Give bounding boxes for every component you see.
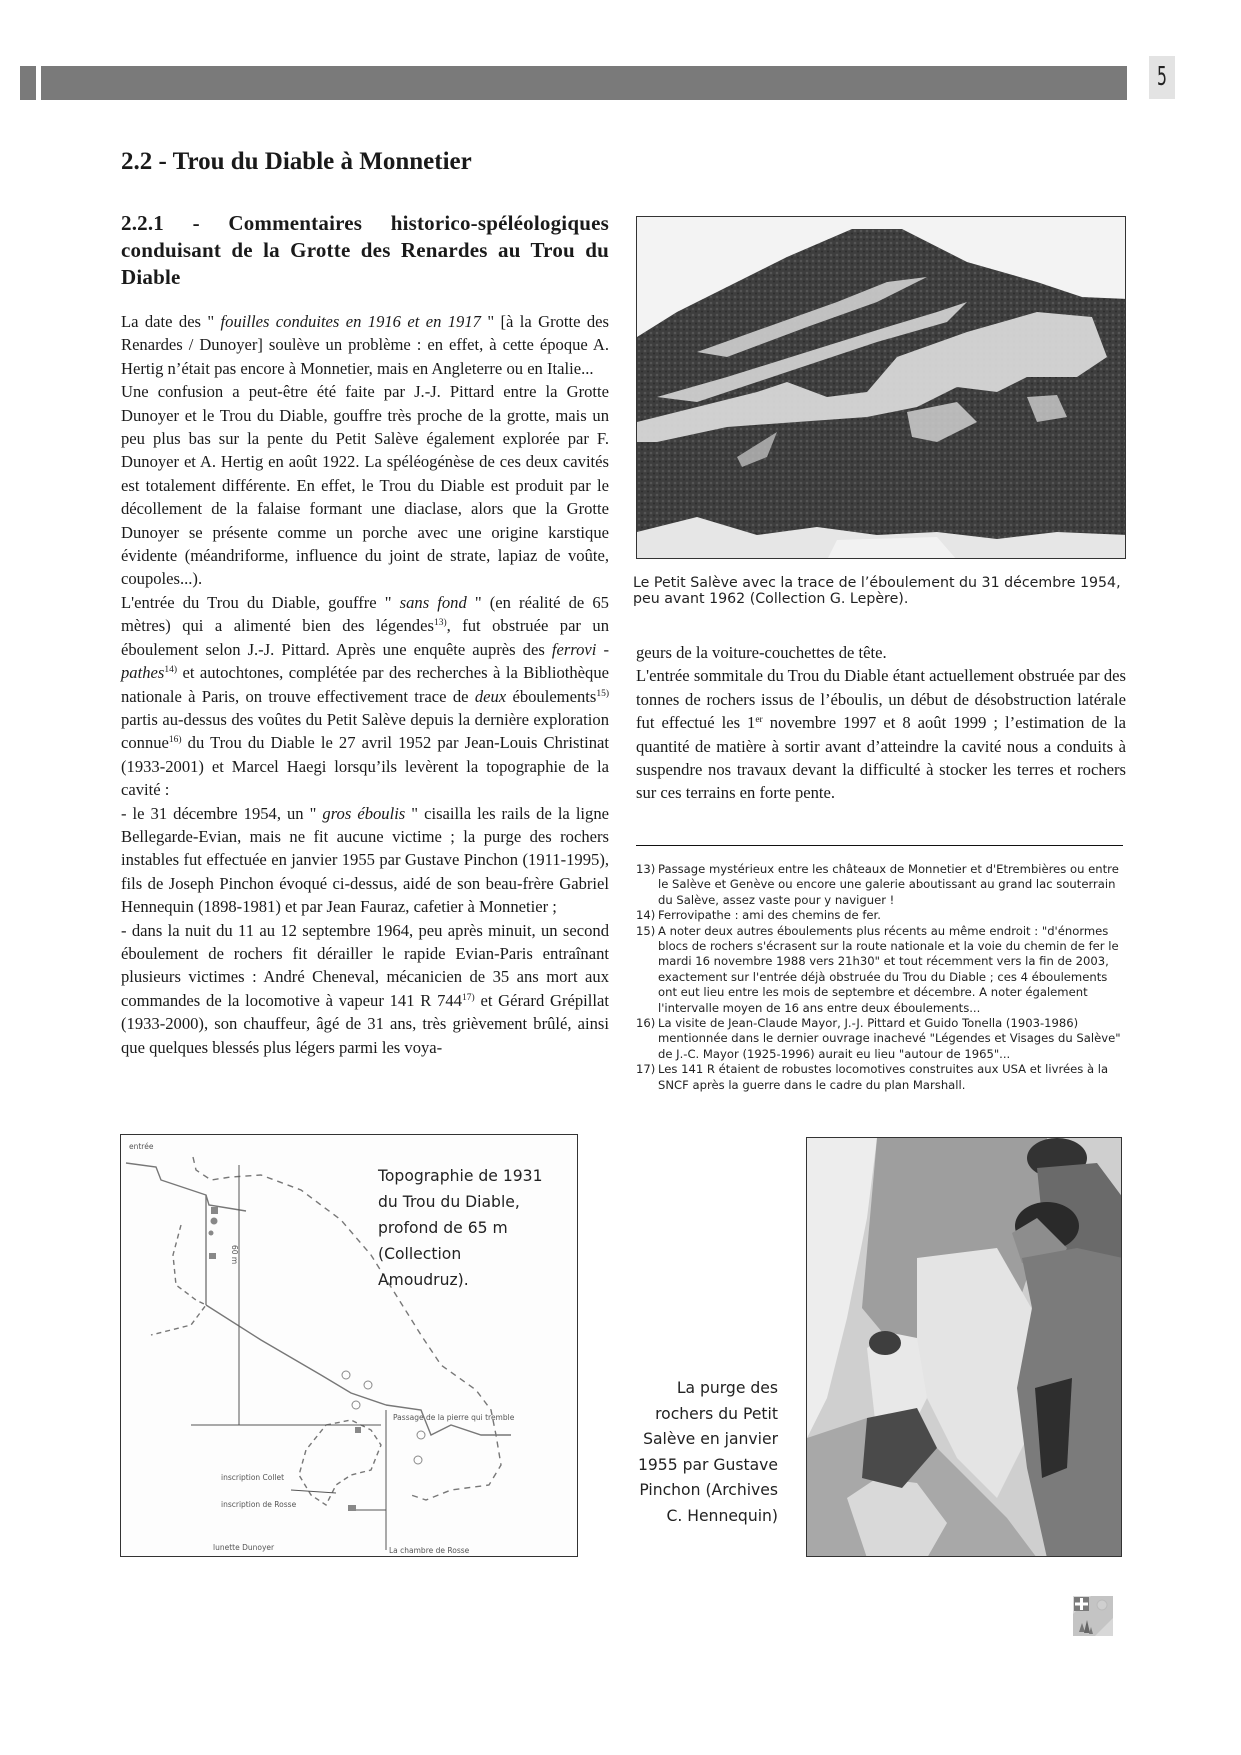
mountain-photo-caption: Le Petit Salève avec la trace de l’éboulement du 31 décembre 1954, peu avant 1962 (Collection G. Lepère). [633,575,1121,607]
paragraph: L'entrée sommitale du Trou du Diable étant actuellement obstruée par des tonnes de rochers issus de l’éboulis, un début de désobstruction latérale fut effectué les 1er novembre 1997 et 8 août 1999 ; l’estimation de la quantité de matière à sortir avant d’atteindre la cavité nous a conduits à suspendre nos travaux devant la difficulté à stocker les terres et rochers sur ces terrains en forte pente. [636,666,1126,803]
topo-label-inscription-rosse: inscription de Rosse [221,1500,297,1509]
footnote-14: 14) Ferrovipathe : ami des chemins de fer. [636,908,881,923]
footnote-16: 16) La visite de Jean-Claude Mayor, J.-J. Pittard et Guido Tonella (1903-1986) mentionnée dans le dernier ouvrage inachevé "Légendes et Visages du Salève" de J.-C. Mayor (1925-1996) aurait eu lieu "autour de 1965"... [636,1016,1121,1061]
paragraph: - dans la nuit du 11 au 12 septembre 1964, peu après minuit, un second éboulement de rochers fit dérailler le rapide Evian-Paris entraînant plusieurs victimes : André Cheneval, mécanicien de 35 ans mort aux commandes de la locomotive à vapeur 141 R 744$^{17)}$ et Gérard Grépillat (1933-2000), son chauffeur, âgé de 31 ans, très grièvement brûlé, ainsi que quelques blessés plus légers parmi les voya- [121,920,609,1057]
footnote-15: 15) A noter deux autres éboulements plus récents au même endroit : "d'énormes blocs de rochers s'écrasent sur la route nationale et la voie du chemin de fer le mardi 16 novembre 1988 vers 21h30" et tout récemment vers la fin de 2003, exactement sur l'entrée déjà obstruée du Trou du Diable ; ces 4 éboulements ont eut lieu entre les mois de septembre et décembre. A noter également l'intervalle moyen de 16 ans entre deux éboulements... [636,923,1119,1015]
paragraph: - le 31 décembre 1954, un " gros éboulis " cisailla les rails de la ligne Bellegarde-Evian, mais ne fit aucune victime ; la purge des rochers instables fut effectuée en janvier 1955 par Gustave Pinchon (1911-1995), fils de Joseph Pinchon évoqué ci-dessus, aidé de son beau-frère Gabriel Hennequin (1898-1981) et par Jean Fauraz, cafetier à Monnetier ; [121,803,609,917]
mountain-image-icon [637,217,1126,559]
topo-label-entree: entrée [129,1142,154,1151]
footnote-ref-14[interactable]: 14) [164,665,177,676]
topo-label-inscription-collet: inscription Collet [221,1473,285,1482]
page-number-box [1149,56,1175,99]
section-title: 2.2 - Trou du Diable à Monnetier [121,148,472,175]
paragraph: Une confusion a peut-être été faite par J.-J. Pittard entre la Grotte Dunoyer et le Trou du Diable, gouffre très proche de la grotte, mais un peu plus bas sur la pente du Petit Salève également explorée par F. Dunoyer et A. Hertig en août 1922. La spéléogénèse de ces deux cavités est totalement différente. En effet, le Trou du Diable est produit par le décollement de la falaise formant une diaclase, alors que la Grotte Dunoyer se présente comme un porche avec une origine karstique évidente (méandriforme, influence du joint de strate, lapiaz de voûte, coupoles...). [121,382,609,589]
footnote-ref-13[interactable]: 13) [433,618,447,629]
savoie-crest-icon [1073,1596,1113,1639]
mountain-photo [636,216,1126,559]
header-bar [41,66,1127,100]
footnote-ref-15[interactable]: 15) [596,688,609,699]
topo-label-depth: 60 m [230,1245,239,1265]
footnote-divider [636,845,1123,846]
topography-caption: Topographie de 1931 du Trou du Diable, profond de 65 m (Collection Amoudruz). [378,1167,543,1289]
page-number: 5 [1157,62,1167,92]
footnote-ref-16[interactable]: 16) [168,735,182,746]
topo-label-passage: Passage de la pierre qui tremble [393,1413,515,1422]
paragraph: La date des " fouilles conduites en 1916 et en 1917 " [à la Grotte des Renardes / Dunoyer] soulève un problème : en effet, à cette époque A. Hertig n’était pas encore à Monnetier, mais en Angleterre ou en Italie... [121,312,609,378]
header-bar-left [20,66,36,100]
purge-photo [806,1137,1122,1557]
footnote-17: 17) Les 141 R étaient de robustes locomotives construites aux USA et livrées à la SNCF après la guerre dans le cadre du plan Marshall. [636,1062,1109,1092]
footnote-ref-17[interactable]: 17) [462,992,475,1003]
rock-purge-image-icon [807,1138,1122,1557]
body-right-column [636,641,1126,805]
body-left-column [121,310,609,1059]
paragraph: L'entrée du Trou du Diable, gouffre " sans fond " (en réalité de 65 mètres) qui a alimenté bien des légendes$^{13)}$, fut obstruée par un éboulement selon J.-J. Pittard. Après une enquête auprès des ferrovi - pathes$^{14)}$ et autochtones, complétée par des recherches à la Bibliothèque nationale à Paris, on trouve effectivement trace de deux éboulements$^{15)}$ partis au-dessus des voûtes du Petit Salève depuis la dernière exploration connue$^{16)}$ du Trou du Diable le 27 avril 1952 par Jean-Louis Christinat (1933-2001) et Marcel Haegi lorsqu’ils levèrent la topographie de la cavité : [121,592,610,800]
footnote-13: 13) Passage mystérieux entre les châteaux de Monnetier et d'Etrembières ou entre le Salève et Genève ou encore une galerie aboutissant au grand lac souterrain du Salève, assez vaste pour y naviguer ! [636,862,1119,907]
purge-photo-caption: La purge des rochers du Petit Salève en janvier 1955 par Gustave Pinchon (Archives C. Hennequin) [637,1379,778,1525]
subsection-title: 2.2.1 - Commentaires historico-spéléologiques conduisant de la Grotte des Renardes au Trou du Diable [121,211,609,289]
paragraph: geurs de la voiture-couchettes de tête. [636,643,887,662]
topo-label-lunette: lunette Dunoyer [213,1543,275,1552]
topo-label-chambre: La chambre de Rosse [389,1546,470,1555]
footnotes [636,862,1126,1093]
